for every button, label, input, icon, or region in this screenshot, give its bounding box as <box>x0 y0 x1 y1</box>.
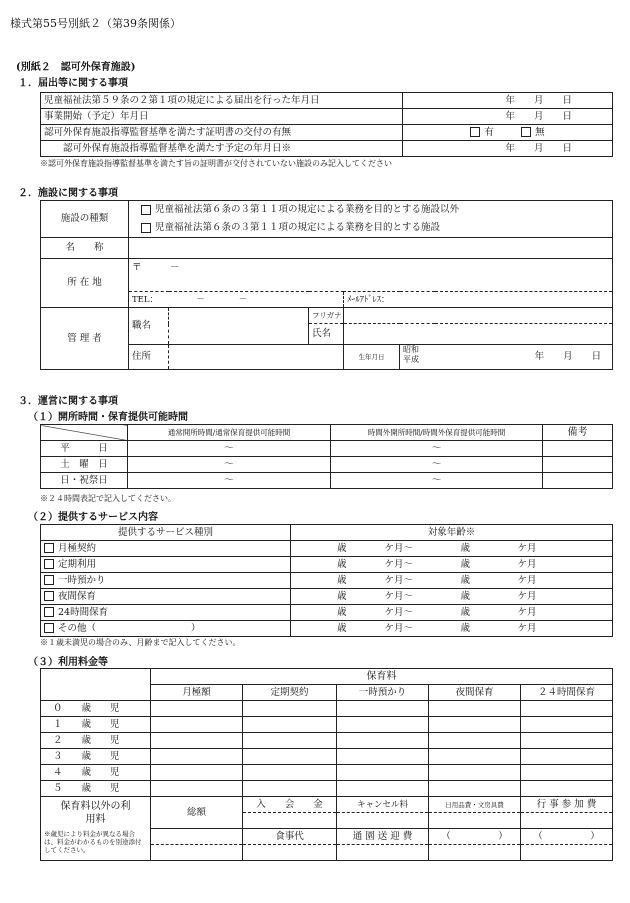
furigana-label: フリガナ <box>309 308 344 324</box>
hours-note: ※２４時間表記で記入してください。 <box>40 494 176 503</box>
attachment-title: (別紙２ 認可外保育施設) <box>16 62 136 73</box>
section-1-note: ※認可外保育施設指導監督基準を満たす旨の証明書が交付されていない施設のみ記入してください <box>40 159 392 168</box>
table-row: ２ 歳 児 <box>41 733 613 749</box>
table-row: 児童福祉法第５９条の２第１項の規定による届出を行った年月日 年 月 日 <box>41 93 613 109</box>
hours-table: 通常開所時間/通常保育提供可能時間 時間外開所時間/時間外保育提供可能時間 備考 平 日 ～ ～ 土 曜 日 ～ ～ 日・祝祭日 ～ ～ <box>40 424 613 489</box>
furigana-field[interactable] <box>344 308 613 324</box>
other-fees-cell: 保育料以外の利用料 ※歳児により料金が異なる場合は、料金がわかるものを別途添付してください。 <box>41 797 151 861</box>
services-note: ※１歳未満児の場合のみ、月齢まで記入してください。 <box>40 638 241 647</box>
address-label: 所 在 地 <box>41 259 129 308</box>
name-label: 名 称 <box>41 238 129 259</box>
table-row: １ 歳 児 <box>41 717 613 733</box>
total-label: 総額 <box>151 797 243 829</box>
manager-label: 管 理 者 <box>41 308 129 370</box>
fees-title: （３）利用料金等 <box>28 657 108 668</box>
hours-title: （１）開所時間・保育提供可能時間 <box>28 412 188 423</box>
section-2-title: ２．施設に関する事項 <box>18 188 118 199</box>
postal-field[interactable]: 〒 － <box>129 259 613 292</box>
table-row: ０ 歳 児 <box>41 701 613 717</box>
birthdate-field[interactable]: 昭和 平成 年 月 日 <box>400 345 613 370</box>
services-table: 提供するサービス種別 対象年齢※ 月極契約 歳 ケ月～ 歳 ケ月 定期利用 歳 ケ月～ 歳 ケ月 一時預かり 歳 ケ月～ 歳 ケ月 夜間保育 歳 ケ月～ 歳 ケ月 24時間保育 歳 ケ月～ 歳 ケ月 その他（ ） 歳 ケ月～ 歳 ケ月 <box>40 524 613 637</box>
facility-table: 施設の種類 児童福祉法第６条の３第１１項の規定による業務を目的とする施設以外 児童福祉法第６条の３第１１項の規定による業務を目的とする施設 名 称 所 在 地 〒 － TEL： － － ﾒｰﾙｱﾄﾞﾚｽ： 管 理 者 職名 フリガナ 氏名 住所 生年月日 昭和 平成 年 月 日 <box>40 200 613 370</box>
form-number: 様式第55号別紙２（第39条関係） <box>10 17 181 30</box>
service-checkbox[interactable] <box>44 559 54 569</box>
facility-type-label: 施設の種類 <box>41 201 129 238</box>
service-checkbox[interactable] <box>44 591 54 601</box>
service-checkbox[interactable] <box>44 623 54 633</box>
section-3-title: ３．運営に関する事項 <box>18 396 118 407</box>
service-checkbox[interactable] <box>44 607 54 617</box>
service-checkbox[interactable] <box>44 543 54 553</box>
hours-corner <box>41 425 128 441</box>
email-field[interactable]: ﾒｰﾙｱﾄﾞﾚｽ： <box>344 292 613 308</box>
table-row: ３ 歳 児 <box>41 749 613 765</box>
birthdate-label: 生年月日 <box>344 345 400 370</box>
table-row: 事業開始（予定）年月日 年 月 日 <box>41 109 613 125</box>
name-field[interactable] <box>129 238 613 259</box>
fullname-field[interactable] <box>344 324 613 345</box>
fee-header: 保育料 <box>151 669 613 685</box>
table-row: 認可外保育施設指導監督基準を満たす証明書の交付の有無 有 無 <box>41 125 613 141</box>
notification-table <box>40 92 613 157</box>
table-row: ４ 歳 児 <box>41 765 613 781</box>
fullname-label: 氏名 <box>309 324 344 345</box>
table-row: ５ 歳 児 <box>41 781 613 797</box>
service-checkbox[interactable] <box>44 575 54 585</box>
residence-label: 住所 <box>129 345 169 370</box>
fees-table: 保育料 月極額 定期契約 一時預かり 夜間保育 ２４時間保育 ０ 歳 児 １ 歳 児 ２ 歳 児 ３ 歳 児 ４ 歳 児 ５ 歳 児 保育料以外の利用料 ※歳児により料金が異なる場合は、料金がわかるものを別途添付してください。 総額 入 会 金 キャンセル料 日用品費・文房具費 行 事 参 加 費 食事代 通 園 送 迎 費 （ ） （ ） <box>40 668 613 861</box>
type-checkbox-1[interactable] <box>141 205 151 215</box>
services-title: （２）提供するサービス内容 <box>28 512 158 523</box>
type-checkbox-2[interactable] <box>141 223 151 233</box>
job-title-field[interactable] <box>169 308 309 345</box>
section-1-title: １．届出等に関する事項 <box>18 78 128 89</box>
job-title-label: 職名 <box>129 308 169 345</box>
residence-field[interactable] <box>169 345 344 370</box>
yes-checkbox[interactable] <box>470 127 480 137</box>
table-row: 認可外保育施設指導監督基準を満たす予定の年月日※ 年 月 日 <box>41 141 613 157</box>
certificate-options: 有 無 <box>403 125 613 141</box>
tel-field[interactable]: TEL： － － <box>129 292 344 308</box>
no-checkbox[interactable] <box>521 127 531 137</box>
